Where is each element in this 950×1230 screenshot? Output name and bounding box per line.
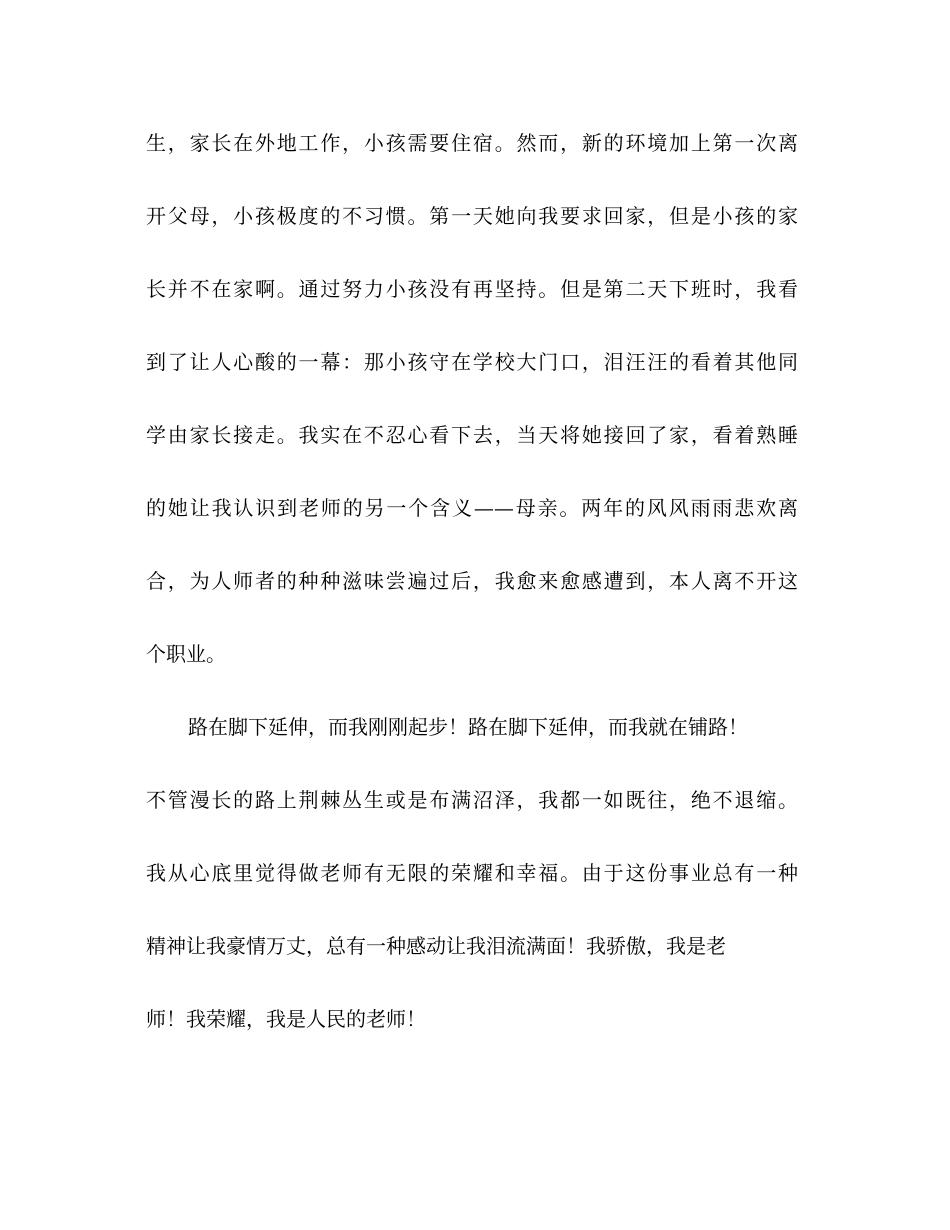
text-line: 合，为人师者的种种滋味尝遍过后，我愈来愈感遭到，本人离不开这 <box>146 569 798 593</box>
text-line: 生，家长在外地工作，小孩需要住宿。然而，新的环境加上第一次离 <box>146 131 798 155</box>
text-line: 到了让人心酸的一幕：那小孩守在学校大门口，泪汪汪的看着其他同 <box>146 350 798 374</box>
paragraph-2 <box>146 704 798 1069</box>
text-line: 的她让我认识到老师的另一个含义——母亲。两年的风风雨雨悲欢离 <box>146 496 798 520</box>
text-line: 开父母，小孩极度的不习惯。第一天她向我要求回家，但是小孩的家 <box>146 204 798 228</box>
text-line: 学由家长接走。我实在不忍心看下去，当天将她接回了家，看着熟睡 <box>146 423 798 447</box>
text-line: 个职业。 <box>146 642 226 666</box>
text-line: 师！我荣耀，我是人民的老师！ <box>146 1007 426 1031</box>
text-line: 长并不在家啊。通过努力小孩没有再坚持。但是第二天下班时，我看 <box>146 277 798 301</box>
paragraph-1 <box>146 120 798 704</box>
text-line: 不管漫长的路上荆棘丛生或是布满沼泽，我都一如既往，绝不退缩。 <box>146 788 798 812</box>
text-line: 路在脚下延伸，而我刚刚起步！路在脚下延伸，而我就在铺路！ <box>188 715 748 739</box>
text-line: 精神让我豪情万丈，总有一种感动让我泪流满面！我骄傲，我是老 <box>146 934 726 958</box>
document-body <box>146 120 798 1069</box>
text-line: 我从心底里觉得做老师有无限的荣耀和幸福。由于这份事业总有一种 <box>146 861 798 885</box>
